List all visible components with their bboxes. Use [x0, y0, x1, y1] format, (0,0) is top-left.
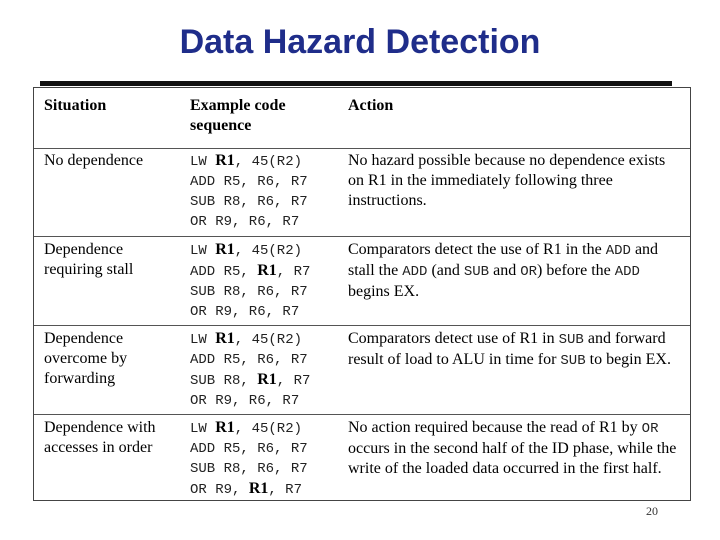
situation-cell: Dependence requiring stall [44, 241, 134, 278]
code-line: LW R1, 45(R2) [190, 241, 302, 259]
title-rule [40, 81, 672, 86]
code-cell [190, 418, 342, 500]
table-row [34, 326, 690, 415]
situation-cell: Dependence with accesses in order [44, 419, 156, 456]
code-line: SUB R8, R6, R7 [190, 194, 308, 210]
situation-cell: Dependence overcome by forwarding [44, 330, 128, 387]
action-cell: Comparators detect use of R1 in SUB and forward result of load to ALU in time for SUB to begin EX. [348, 330, 671, 369]
code-line: ADD R5, R6, R7 [190, 174, 308, 190]
code-line: OR R9, R6, R7 [190, 393, 300, 409]
header-action: Action [348, 97, 394, 114]
table-row [34, 415, 690, 501]
code-cell [190, 329, 342, 411]
table-row [34, 148, 690, 237]
code-line: OR R9, R6, R7 [190, 214, 300, 230]
code-line: SUB R8, R1, R7 [190, 371, 311, 389]
action-cell: No hazard possible because no dependence exists on R1 in the immediately following three instructions. [348, 152, 666, 209]
header-example-code: Example code sequence [190, 97, 286, 134]
code-line: LW R1, 45(R2) [190, 330, 302, 348]
code-line: LW R1, 45(R2) [190, 419, 302, 437]
code-cell [190, 151, 342, 232]
code-line: OR R9, R1, R7 [190, 480, 302, 498]
action-cell: Comparators detect the use of R1 in the ADD and stall the ADD (and SUB and OR) before the ADD begins EX. [348, 241, 659, 300]
slide-title: Data Hazard Detection [179, 23, 541, 61]
situation-cell: No dependence [44, 152, 144, 169]
code-line: LW R1, 45(R2) [190, 152, 302, 170]
hazard-table [33, 87, 691, 501]
code-line: SUB R8, R6, R7 [190, 461, 308, 477]
page-number: 20 [646, 504, 658, 518]
action-cell: No action required because the read of R1 by OR occurs in the second half of the ID phase, while the write of the loaded data occurred in the first half. [348, 419, 677, 477]
code-line: ADD R5, R1, R7 [190, 262, 311, 280]
table-header [34, 88, 690, 149]
code-line: SUB R8, R6, R7 [190, 284, 308, 300]
code-line: OR R9, R6, R7 [190, 304, 300, 320]
table-row [34, 237, 690, 326]
header-situation: Situation [44, 97, 107, 114]
code-line: ADD R5, R6, R7 [190, 352, 308, 368]
code-line: ADD R5, R6, R7 [190, 441, 308, 457]
code-cell [190, 240, 342, 322]
